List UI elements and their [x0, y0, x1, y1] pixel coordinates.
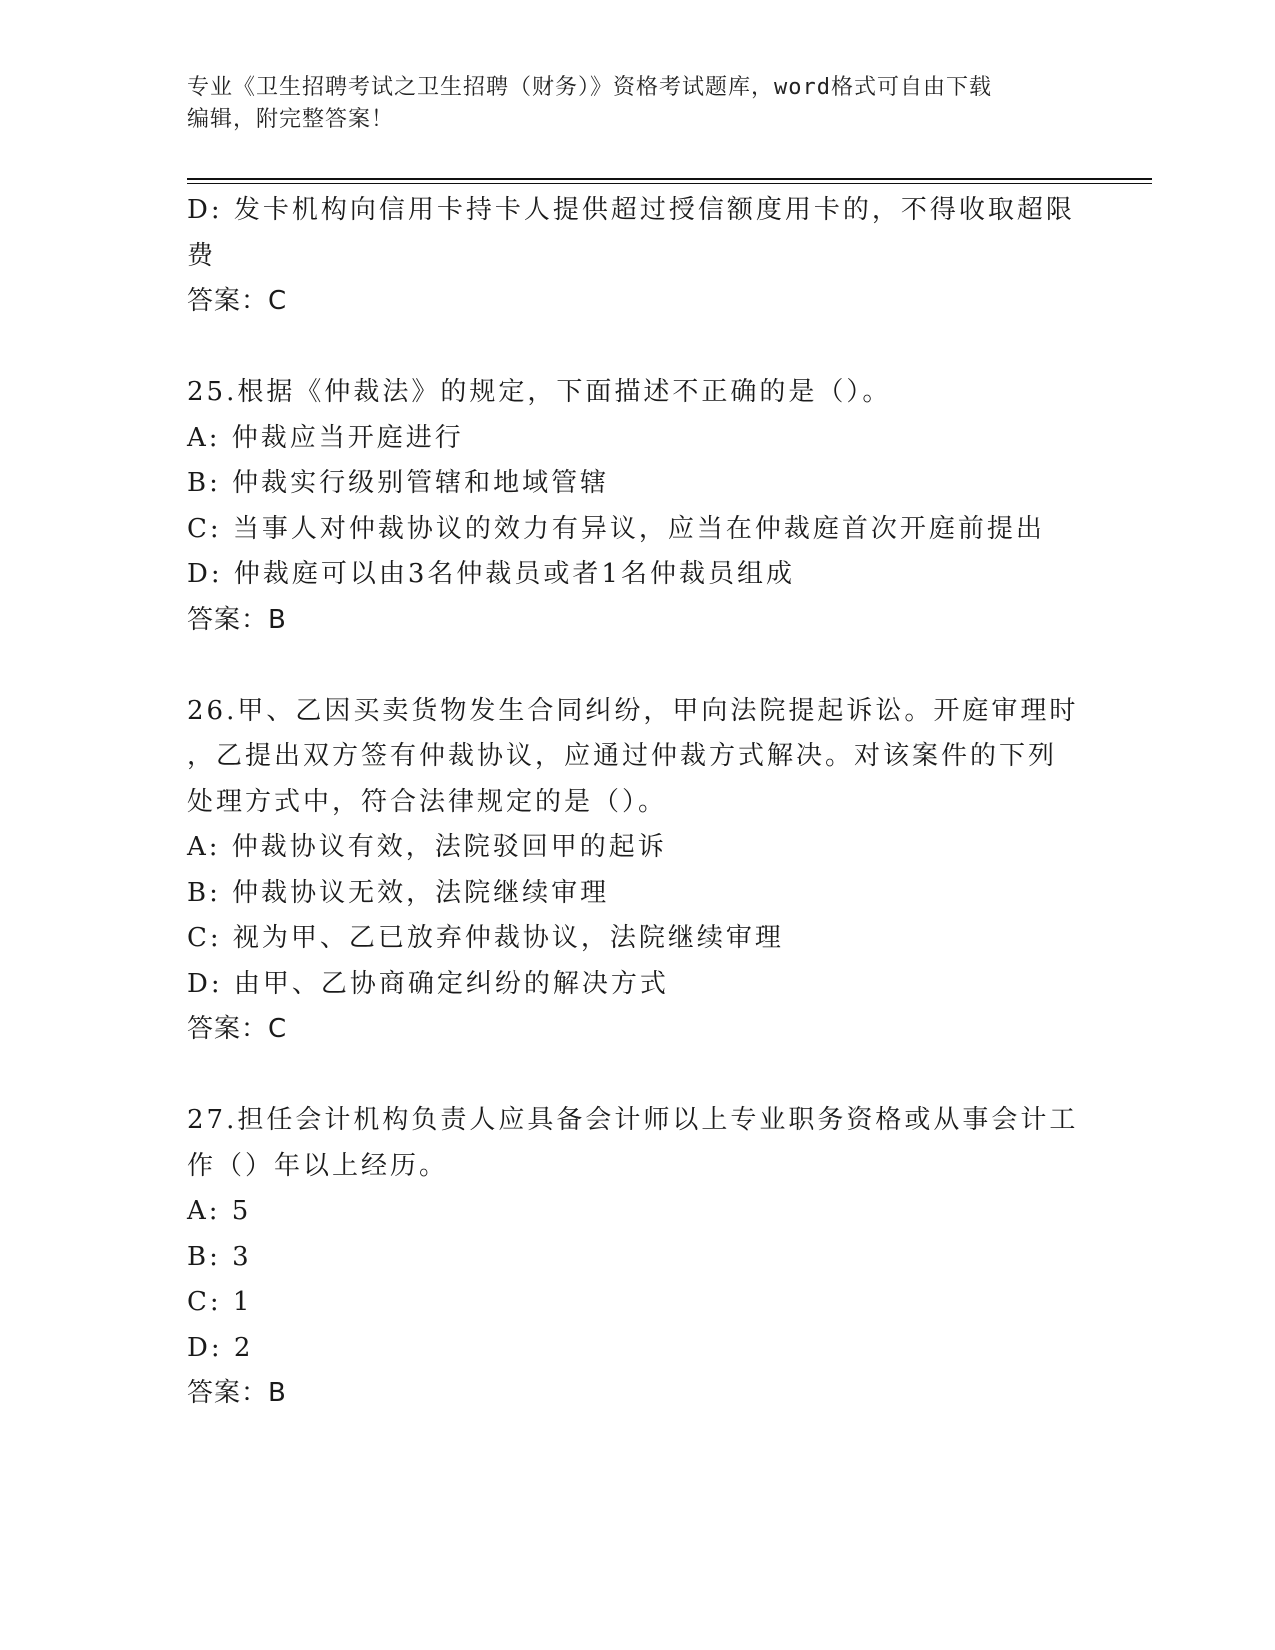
option-c: C: 视为甲、乙已放弃仲裁协议，法院继续审理 — [187, 923, 784, 953]
option-d-continued: 费 — [187, 240, 217, 271]
answer: 答案：B — [187, 1378, 287, 1408]
option-d: D: 仲裁庭可以由3名仲裁员或者1名仲裁员组成 — [187, 559, 795, 589]
header-line-2: 编辑，附完整答案！ — [187, 107, 395, 132]
question-list — [187, 188, 1087, 1417]
option-b: B: 3 — [187, 1241, 252, 1272]
header-line-1: 专业《卫生招聘考试之卫生招聘（财务）》资格考试题库，word格式可自由下载 — [187, 75, 992, 100]
document-header — [187, 72, 1067, 136]
question-24-tail — [187, 188, 1087, 325]
question-27 — [187, 1098, 1087, 1417]
question-stem-line-2: 作（）年以上经历。 — [187, 1150, 449, 1181]
option-d: D: 由甲、乙协商确定纠纷的解决方式 — [187, 968, 669, 999]
question-26 — [187, 689, 1087, 1053]
option-a: A: 5 — [187, 1196, 252, 1226]
question-stem: 25.根据《仲裁法》的规定，下面描述不正确的是（）。 — [187, 377, 892, 407]
answer: 答案：B — [187, 604, 287, 635]
option-c: C: 1 — [187, 1287, 253, 1317]
answer: 答案：C — [187, 1014, 288, 1044]
question-stem-line-1: 27.担任会计机构负责人应具备会计师以上专业职务资格或从事会计工 — [187, 1105, 1079, 1135]
question-stem-line-3: 处理方式中，符合法律规定的是（）。 — [187, 786, 668, 817]
question-25 — [187, 370, 1087, 643]
question-stem-line-2: ，乙提出双方签有仲裁协议，应通过仲裁方式解决。对该案件的下列 — [187, 741, 1058, 771]
spacer — [187, 643, 1087, 689]
option-a: A: 仲裁协议有效，法院驳回甲的起诉 — [187, 832, 667, 862]
option-b: B: 仲裁协议无效，法院继续审理 — [187, 877, 610, 908]
header-divider-thin — [187, 183, 1152, 184]
header-divider-thick — [187, 178, 1152, 180]
spacer — [187, 1053, 1087, 1099]
option-d: D: 2 — [187, 1332, 254, 1363]
option-d: D: 发卡机构向信用卡持卡人提供超过授信额度用卡的，不得收取超限 — [187, 195, 1075, 225]
spacer — [187, 325, 1087, 371]
question-stem-line-1: 26.甲、乙因买卖货物发生合同纠纷，甲向法院提起诉讼。开庭审理时 — [187, 695, 1079, 726]
option-c: C: 当事人对仲裁协议的效力有异议，应当在仲裁庭首次开庭前提出 — [187, 513, 1045, 544]
option-a: A: 仲裁应当开庭进行 — [187, 422, 464, 453]
answer: 答案：C — [187, 286, 288, 316]
option-b: B: 仲裁实行级别管辖和地域管辖 — [187, 468, 610, 498]
